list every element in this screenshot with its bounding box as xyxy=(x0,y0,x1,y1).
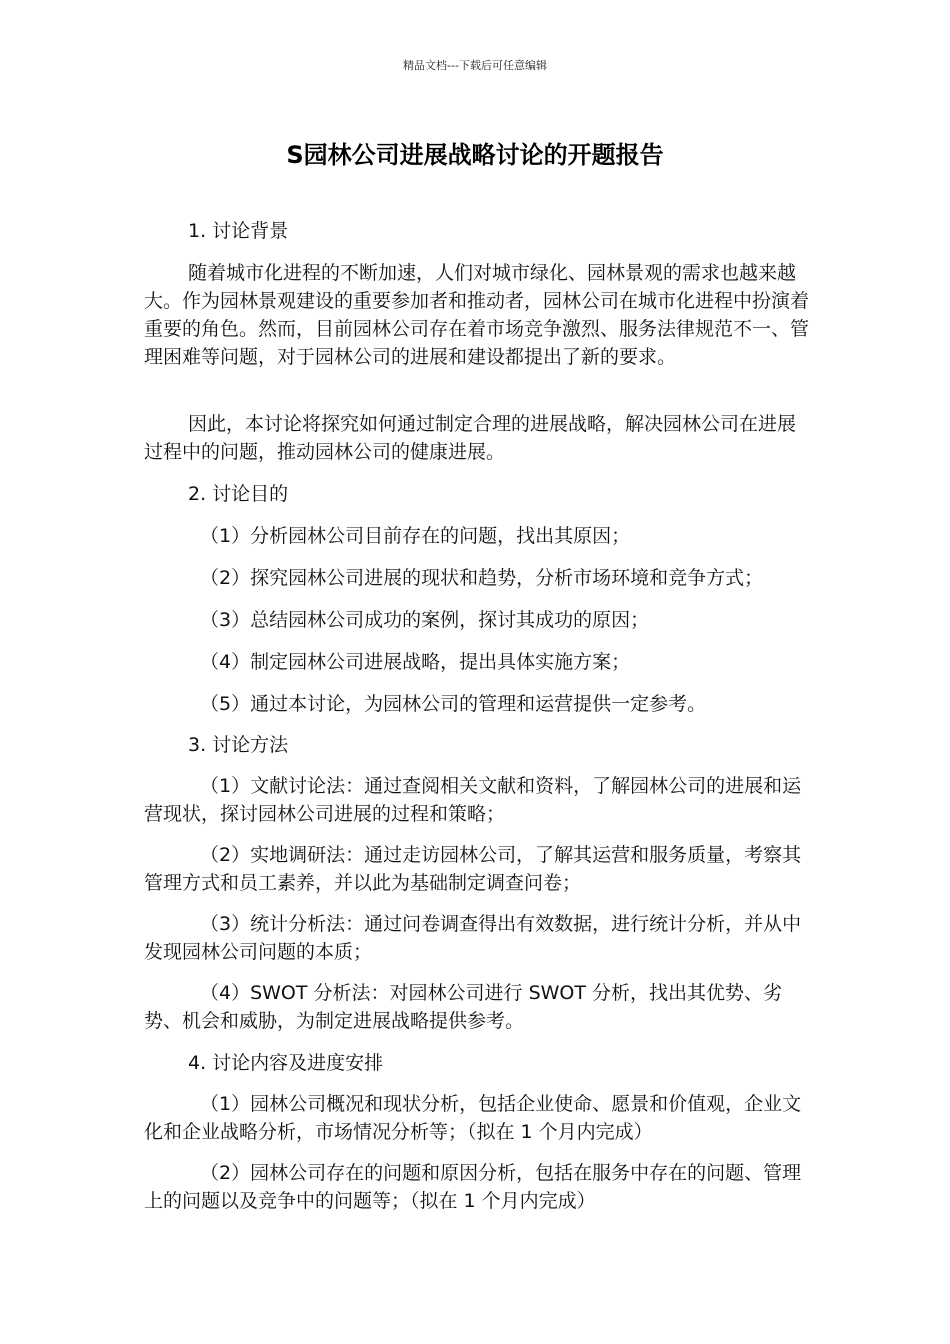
list-item: （2）园林公司存在的问题和原因分析，包括在服务中存在的问题、管理上的问题以及竞争中的问题等；（拟在 1 个月内完成） xyxy=(144,1162,802,1212)
list-item: （3）总结园林公司成功的案例，探讨其成功的原因； xyxy=(200,609,650,631)
document-title: S园林公司进展战略讨论的开题报告 xyxy=(286,141,664,169)
section-heading-background: 1. 讨论背景 xyxy=(188,220,289,242)
section-heading-methods: 3. 讨论方法 xyxy=(188,734,289,756)
list-item: （1）园林公司概况和现状分析，包括企业使命、愿景和价值观，企业文化和企业战略分析，市场情况分析等；（拟在 1 个月内完成） xyxy=(144,1093,802,1143)
list-item: （4）SWOT 分析法：对园林公司进行 SWOT 分析，找出其优势、劣势、机会和威胁，为制定进展战略提供参考。 xyxy=(144,982,783,1032)
list-item: （5）通过本讨论，为园林公司的管理和运营提供一定参考。 xyxy=(200,693,707,715)
list-item: （1）文献讨论法：通过查阅相关文献和资料，了解园林公司的进展和运营现状，探讨园林公司进展的过程和策略； xyxy=(144,775,802,825)
paragraph: 因此，本讨论将探究如何通过制定合理的进展战略，解决园林公司在进展过程中的问题，推动园林公司的健康进展。 xyxy=(144,413,797,463)
list-item: （1）分析园林公司目前存在的问题，找出其原因； xyxy=(200,525,631,547)
list-item: （3）统计分析法：通过问卷调查得出有效数据，进行统计分析，并从中发现园林公司问题的本质； xyxy=(144,913,802,963)
header-note: 精品文档---下载后可任意编辑 xyxy=(403,59,547,72)
section-heading-purpose: 2. 讨论目的 xyxy=(188,483,289,505)
paragraph: 随着城市化进程的不断加速，人们对城市绿化、园林景观的需求也越来越大。作为园林景观建设的重要参加者和推动者，园林公司在城市化进程中扮演着重要的角色。然而，目前园林公司存在着市场竞争激烈、服务法律规范不一、管理困难等问题，对于园林公司的进展和建设都提出了新的要求。 xyxy=(144,262,810,368)
section-heading-content: 4. 讨论内容及进度安排 xyxy=(188,1052,384,1074)
list-item: （2）实地调研法：通过走访园林公司，了解其运营和服务质量，考察其管理方式和员工素养，并以此为基础制定调查问卷； xyxy=(144,844,802,894)
list-item: （4）制定园林公司进展战略，提出具体实施方案； xyxy=(200,651,631,673)
list-item: （2）探究园林公司进展的现状和趋势，分析市场环境和竞争方式； xyxy=(200,567,764,589)
